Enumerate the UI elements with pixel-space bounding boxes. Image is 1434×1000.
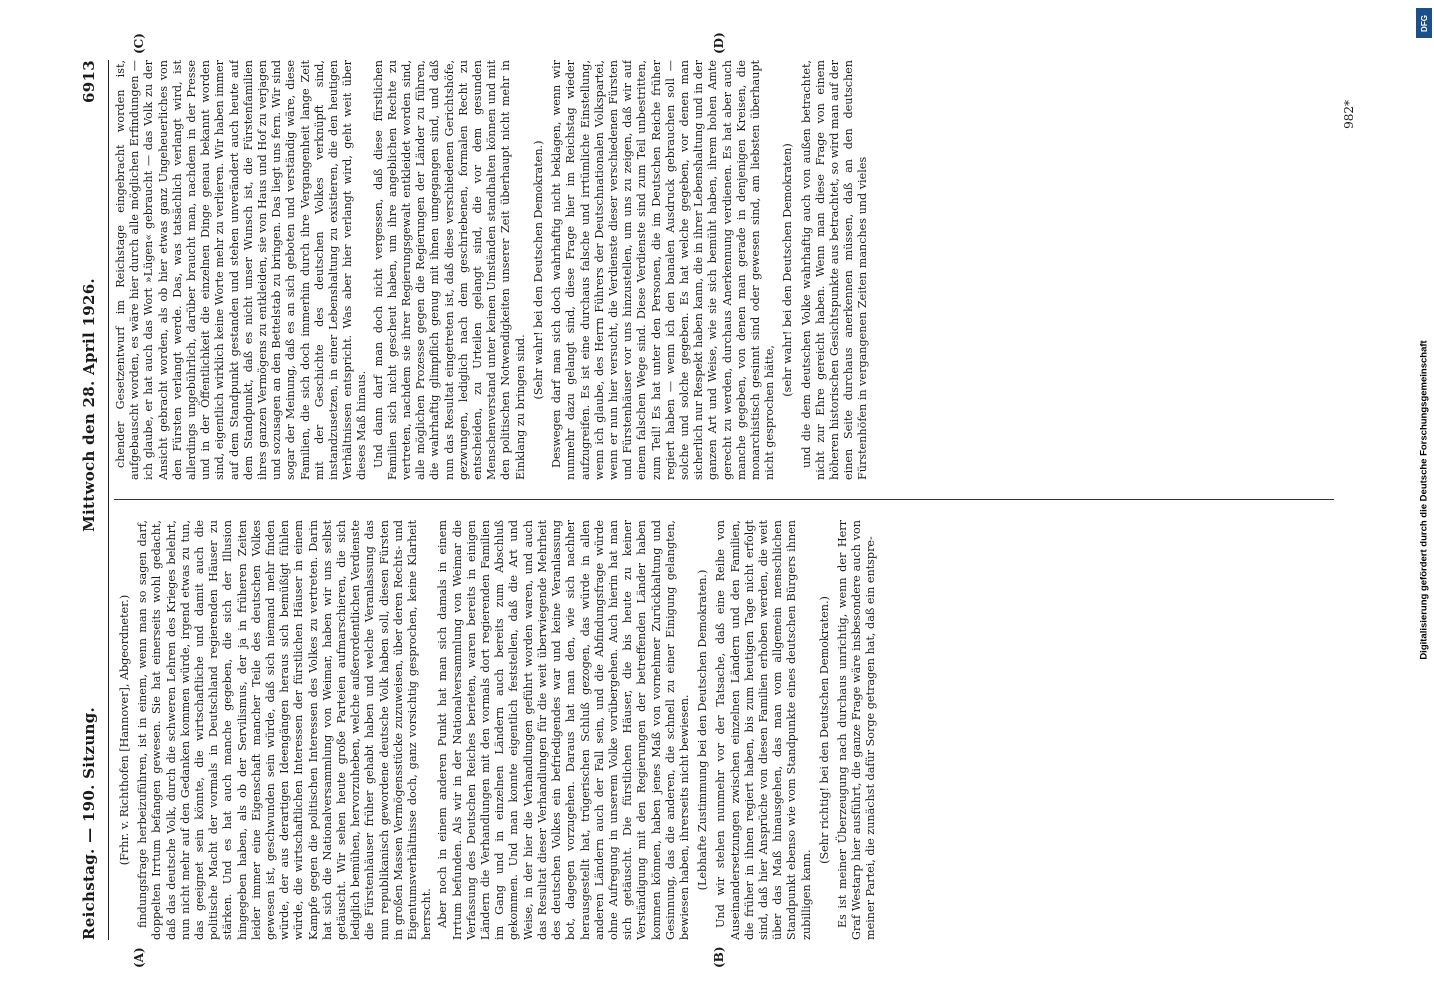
rotated-page <box>72 32 1362 968</box>
dfg-sidebar <box>1416 8 1432 992</box>
right-paragraph-3: Deswegen darf man sich doch wahrhaftig nicht beklagen, wenn wir nunmehr dazu gelangt sind, diese Frage hier im Reichstag wieder aufzugreifen. Es ist eine durchaus falsche und irrtümliche Einstellung, wenn ich glaube, des Herrn Führers der Deutschnationalen Volkspartei, wenn er nun hier versucht, die Verdienste dieser verschiedenen Fürsten und Fürstenhäuser vor uns hinzustellen, um uns zu zeigen, daß wir auf einem falschen Wege sind. Diese Verdienste sind zum Teil unbestritten, zum Teil! Es hat unter den Personen, die im Deutschen Reiche früher regiert haben — wenn ich den banalen Ausdruck gebrauchen soll — solche und solche gegeben. Es hat welche gegeben, vor denen man sicherlich nur Respekt haben kann, die in ihrer Lebenshaltung und in der ganzen Art und Weise, wie sie sich bemüht haben, ihrem hohen Amte gerecht zu werden, durchaus Anerkennung verdienen. Es hat aber auch manche gegeben, von denen man gerade in denjenigen Kreisen, die monarchistisch gesinnt sind oder gewesen sind, am liebsten überhaupt nicht gesprochen hätte, <box>550 60 777 480</box>
column-divider <box>114 499 1334 500</box>
right-applause-2: (sehr wahr! bei den Deutschen Demokraten) <box>781 143 795 397</box>
header-rule <box>108 60 109 940</box>
right-applause-1: (Sehr wahr! bei den Deutschen Demokraten.) <box>531 140 545 400</box>
dfg-credit-text: Digitalisierung gefördert durch die Deutsche Forschungsgemeinschaft <box>1418 340 1430 660</box>
left-paragraph-2: Aber noch in einem anderen Punkt hat man sich damals in einem Irrtum befunden. Als wir in der Nationalversammlung von Weimar die Verfassung des Deutschen Reiches berieten, waren bereits in einigen Ländern die Verhandlungen mit den vormals dort regierenden Familien im Gang und in einzelnen Ländern auch bereits zum Abschluß gekommen. Und man konnte eigentlich feststellen, daß die Art und Weise, in der hier die Verhandlungen geführt worden waren, und auch das Resultat dieser Verhandlungen für die weit überwiegende Mehrheit des deutschen Volkes ein befriedigendes war und keine Veranlassung bot, dagegen vorzugehen. Daraus hat man den, wie sich nachher herausgestellt hat, trügerischen Schluß gezogen, das würde in allen anderen Ländern auch der Fall sein, und die Abfindungsfrage würde ohne Aufregung in unserem Volke vorübergehen. Auch hierin hat man sich getäuscht. Die fürstlichen Häuser, die bis heute zu keiner Verständigung mit den Regierungen der betreffenden Länder haben kommen können, haben jenes Maß von vornehmer Zurückhaltung und Gesinnung, das die anderen, die schnell zu einer Einigung gelangten, bewiesen haben, ihrerseits nicht bewiesen. <box>436 520 691 940</box>
margin-marker-c: (C) <box>132 33 146 54</box>
left-applause-1: (Lebhafte Zustimmung bei den Deutschen Demokraten.) <box>696 569 710 891</box>
margin-marker-a: (A) <box>132 947 146 968</box>
header-date: Mittwoch den 28. April 1926. <box>80 278 98 532</box>
left-paragraph-4: Es ist meiner Überzeugung nach durchaus unrichtig, wenn der Herr Graf Westarp hier ausführt, die ganze Frage wäre insbesondere auch von meiner Partei, die zunächst dafür Sorge getragen hat, daß ein entspre- <box>835 520 878 940</box>
left-column <box>114 520 1334 940</box>
margin-marker-b: (B) <box>712 946 726 968</box>
page-header <box>72 60 106 940</box>
left-paragraph-1: findungsfrage herbeizuführen, ist in einem, wenn man so sagen darf, doppelten Irrtum befangen gewesen. Sie hat einerseits wohl gedacht, daß das deutsche Volk, durch die schweren Lehren des Krieges belehrt, nun nicht mehr auf den Gedanken kommen würde, irgend etwas zu tun, das geeignet sein könnte, die wirtschaftliche und damit auch die politische Macht der vormals in Deutschland regierenden Häuser zu stärken. Und es hat auch manche gegeben, die sich der Illusion hingegeben haben, als ob der Servilismus, der ja in früheren Zeiten leider immer eine Eigenschaft mancher Teile des deutschen Volkes gewesen ist, geschwunden sein würde, daß sich niemand mehr finden würde, der aus derartigen Ideengängen heraus sich bemüßigt fühlen würde, die wirtschaftlichen Interessen der fürstlichen Häuser in einem Kampfe gegen die politischen Interessen des Volkes zu vertreten. Darin hat sich die Nationalversammlung von Weimar, haben wir uns selbst getäuscht. Wir sehen heute große Parteien aufmarschieren, die sich lediglich bemühen, hervorzuheben, welche außerordentlichen Verdienste die Fürstenhäuser früher gehabt haben und welche Veranlassung das nun republikanisch gewordene deutsche Volk haben soll, diesen Fürsten in großen Massen Vermögensstücke zuzuweisen, über deren Rechts- und Eigentumsverhältnisse doch, ganz vorsichtig gesprochen, keine Klarheit herrscht. <box>136 520 434 940</box>
right-paragraph-4: und die dem deutschen Volke wahrhaftig auch von außen betrachtet, nicht zur Ehre gereicht haben. Wenn man diese Frage von einem höheren historischen Gesichtspunkte aus betrachtet, so wird man auf der einen Seite durchaus anerkennen müssen, daß an den deutschen Fürstenhöfen in vergangenen Zeiten manches und vieles <box>799 60 870 480</box>
margin-marker-d: (D) <box>712 32 726 54</box>
page-sheet <box>72 32 1362 968</box>
speaker-line: (Frhr. v. Richthofen [Hannover], Abgeordneter.) <box>118 594 131 866</box>
left-paragraph-3: Und wir stehen nunmehr vor der Tatsache, daß eine Reihe von Auseinandersetzungen zwischen einzelnen Ländern und den Familien, die früher in ihnen regiert haben, bis zum heutigen Tage nicht erfolgt sind, daß hier Ansprüche von diesen Familien erhoben werden, die weit über das Maß hinausgehen, das man vom allgemein menschlichen Standpunkt ebenso wie vom Standpunkte eines deutschen Bürgers ihnen zubilligen kann. <box>714 520 813 940</box>
right-column <box>114 60 1334 480</box>
dfg-logo-icon: DFG <box>1416 8 1432 38</box>
header-session: Reichstag. — 190. Sitzung. <box>80 706 98 940</box>
right-paragraph-2: Und dann darf man doch nicht vergessen, daß diese fürstlichen Familien sich nicht gescheut haben, um ihre angeblichen Rechte zu vertreten, nachdem sie ihrer Regierungsgewalt entkleidet worden sind, alle möglichen Prozesse gegen die Regierungen der Länder zu führen, die wahrhaftig glimpflich genug mit ihnen umgegangen sind, und daß nun das Resultat eingetreten ist, daß diese verschiedenen Gerichtshöfe, gezwungen, lediglich nach dem geschriebenen, formalen Recht zu entscheiden, zu Urteilen gelangt sind, die vor dem gesunden Menschenverstand unter keinen Umständen standhalten können und mit den politischen Notwendigkeiten unserer Zeit überhaupt nicht mehr in Einklang zu bringen sind. <box>371 60 527 480</box>
footer-page-mark: 982* <box>1342 100 1356 129</box>
header-page-number: 6913 <box>80 60 98 103</box>
left-applause-2: (Sehr richtig! bei den Deutschen Demokraten.) <box>817 596 831 864</box>
right-paragraph-1: chender Gesetzentwurf im Reichstage eingebracht worden ist, aufgebauscht worden, es wäre hier durch alle möglichen Erfindungen — ich glaube, er hat auch das Wort »Lügen« gebraucht — das Volk zu der Ansicht gebracht worden, als ob hier etwas ganz Ungeheuerliches von den Fürsten verlangt werde. Das, was tatsächlich verlangt wird, ist allerdings ungebührlich, darüber braucht man, nachdem in der Presse und in der Öffentlichkeit die einzelnen Dinge genau bekannt worden sind, eigentlich wirklich keine Worte mehr zu verlieren. Wir haben immer auf dem Standpunkt gestanden und stehen unverändert auch heute auf dem Standpunkt, daß es nicht unser Wunsch ist, die Fürstenfamilien ihres ganzen Vermögens zu entkleiden, sie von Haus und Hof zu verjagen und sozusagen an den Bettelstab zu bringen. Das liegt uns fern. Wir sind sogar der Meinung, daß es an sich geboten und verständig wäre, diese Familien, die sich doch immerhin durch ihre Vergangenheit lange Zeit mit der Geschichte des deutschen Volkes verknüpft sind, instandzusetzen, in einer Lebenshaltung zu existieren, die den heutigen Verhältnissen entspricht. Was aber hier verlangt wird, geht weit über dieses Maß hinaus. <box>114 60 369 480</box>
